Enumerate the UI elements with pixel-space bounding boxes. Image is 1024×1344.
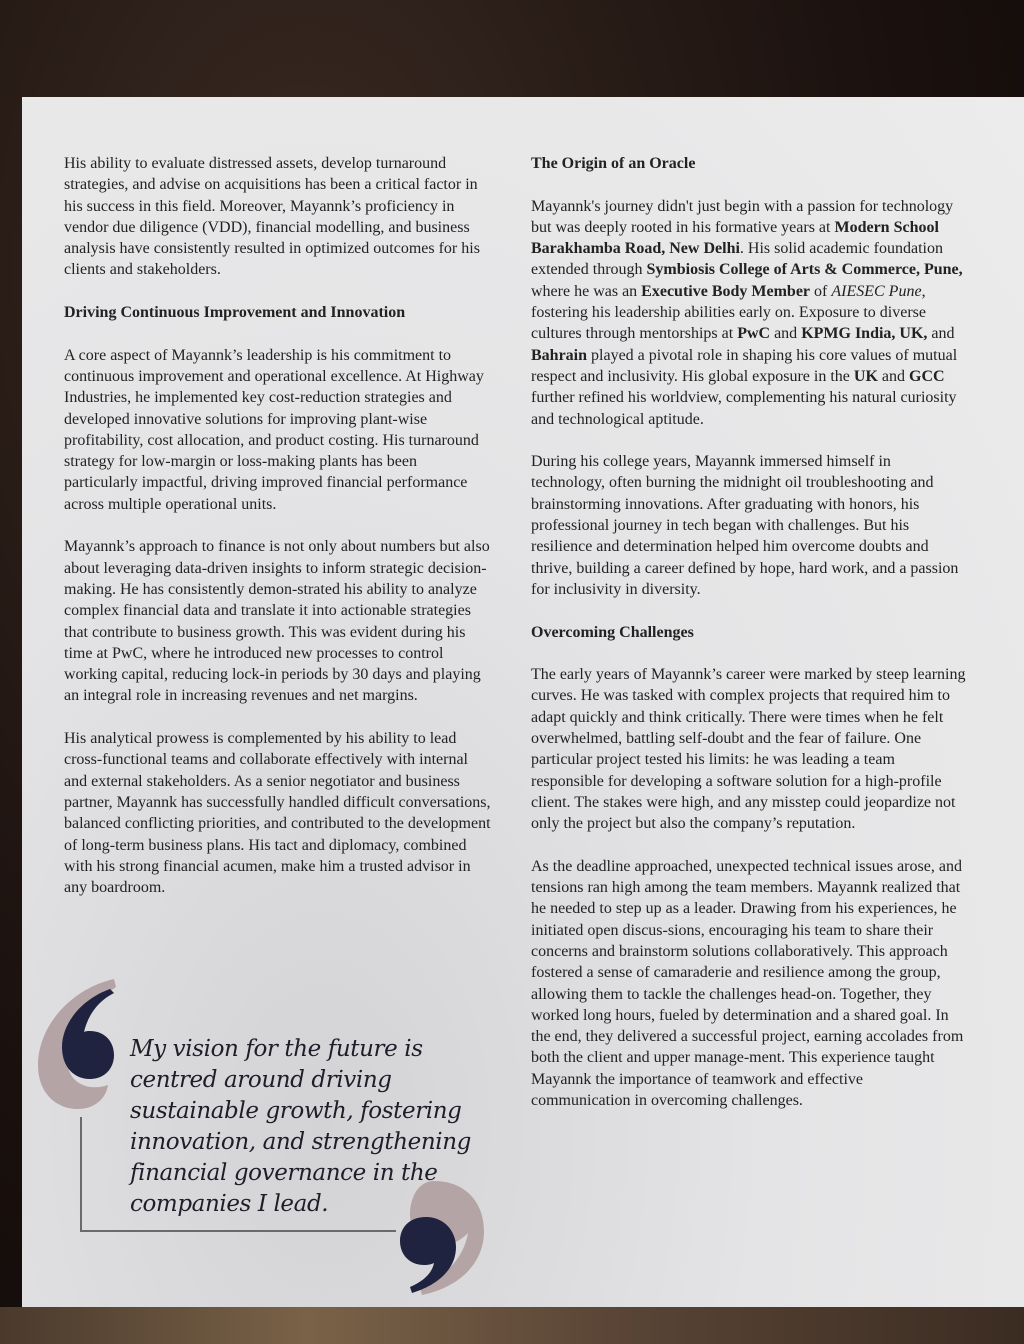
paragraph: His ability to evaluate distressed assets, develop turnaround strategies, and advise on acquisitions has been a critical factor in his success in this field. Moreover, Mayannk’s proficiency in vendor due diligence (VDD), financial modelling, and business analysis have consistently resulted in optimized outcomes for his clients and stakeholders. bbox=[64, 155, 480, 279]
section-heading: Overcoming Challenges bbox=[531, 623, 694, 641]
paragraph: A core aspect of Mayannk’s leadership is his commitment to continuous improvement and operational excellence. At Highway Industries, he implemented key cost-reduction strategies and developed innovative solutions for improving plant-wise profitability, cost allocation, and product costing. His turnaround strategy for low-margin or loss-making plants has been particularly impactful, driving improved financial performance across multiple operational units. bbox=[64, 346, 484, 513]
right-column bbox=[531, 153, 966, 1133]
paragraph: His analytical prowess is complemented by his ability to lead cross-functional teams and collaborate effectively with internal and external stakeholders. As a senior negotiator and business partner, Mayannk has successfully handled difficult conversations, balanced conflicting priorities, and contributed to the development of long-term business plans. His tact and diplomacy, combined with his strong financial acumen, make him a trusted advisor in any boardroom. bbox=[64, 730, 491, 897]
paragraph: The early years of Mayannk’s career were marked by steep learning curves. He was tasked with complex projects that required him to adapt quickly and think critically. There were times when he felt overwhelmed, battling self-doubt and the fear of failure. One particular project tested his limits: he was leading a team responsible for developing a software solution for a high-profile client. The stakes were high, and any misstep could jeopardize not only the project but also the company’s reputation. bbox=[531, 666, 966, 833]
bold-text: Bahrain bbox=[531, 346, 588, 364]
quote-divider-horizontal bbox=[80, 1230, 396, 1232]
bottom-background-band bbox=[0, 1307, 1024, 1344]
text-run: . His solid academic foundation extended through bbox=[531, 240, 943, 279]
paragraph: Mayannk’s approach to finance is not only about numbers but also about leveraging data-driven insights to inform strategic decision-making. He has consistently demon-strated his ability to analyze complex financial data and translate it into actionable strategies that contribute to business growth. This was evident during his time at PwC, where he introduced new processes to control working capital, reducing lock-in periods by 30 days and playing an integral role in increasing revenues and net margins. bbox=[64, 538, 490, 705]
bold-text: Symbiosis College of Arts & Commerce, Pune, bbox=[646, 261, 963, 279]
text-run: and bbox=[770, 325, 802, 343]
paragraph: As the deadline approached, unexpected technical issues arose, and tensions ran high among the team members. Mayannk realized that he needed to step up as a leader. Drawing from his experiences, he initiated open discus-sions, encouraging his team to share their concerns and brainstorm solutions collaboratively. This approach fostered a sense of camaraderie and resilience among the group, allowing them to tackle the challenges head-on. Together, they worked long hours, fueled by determination and a shared goal. In the end, they delivered a successful project, earning accolades from both the client and upper manage-ment. This experience taught Mayannk the importance of teamwork and effective communication in overcoming challenges. bbox=[531, 857, 964, 1110]
italic-text: AIESEC Pune bbox=[831, 282, 922, 300]
paragraph bbox=[531, 196, 966, 430]
quote-divider-vertical bbox=[80, 1117, 82, 1231]
bold-text: UK bbox=[853, 367, 878, 385]
text-run: where he was an bbox=[531, 282, 642, 300]
quote-text: My vision for the future is centred around driving sustainable growth, fostering innovation, and strengthening financial governance in the companies I lead. bbox=[130, 1036, 471, 1217]
bold-text: Modern School Barakhamba Road, New Delhi bbox=[531, 218, 939, 258]
text-run: and bbox=[927, 325, 955, 343]
paragraph: During his college years, Mayannk immersed himself in technology, often burning the midnight oil troubleshooting and brainstorming innovations. After graduating with honors, his professional journey in tech began with challenges. But his resilience and determination helped him overcome doubts and thrive, building a career defined by hope, hard work, and a passion for inclusivity in diversity. bbox=[531, 453, 959, 598]
bold-text: KPMG India, UK, bbox=[801, 325, 928, 343]
pull-quote bbox=[22, 967, 502, 1297]
left-column bbox=[64, 153, 494, 920]
bold-text: GCC bbox=[909, 367, 945, 385]
bold-text: PwC bbox=[737, 325, 771, 343]
text-run: Mayannk's journey didn't just begin with a passion for technology but was deeply rooted in his formative years at bbox=[531, 197, 954, 236]
section-heading: Driving Continuous Improvement and Innovation bbox=[64, 304, 406, 322]
section-heading: The Origin of an Oracle bbox=[531, 155, 696, 172]
bold-text: Executive Body Member bbox=[641, 282, 811, 300]
text-run: further refined his worldview, complementing his natural curiosity and technological aptitude. bbox=[531, 389, 957, 428]
text-run: of bbox=[810, 282, 832, 300]
close-quote-icon bbox=[394, 1177, 488, 1297]
text-run: played a pivotal role in shaping his core values of mutual respect and inclusivity. His global exposure in the bbox=[531, 346, 958, 385]
magazine-page bbox=[22, 97, 1024, 1307]
open-quote-icon bbox=[34, 975, 120, 1117]
text-run: , fostering his leadership abilities early on. Exposure to diverse cultures through mentorships at bbox=[531, 282, 927, 343]
text-run: and bbox=[877, 367, 909, 385]
